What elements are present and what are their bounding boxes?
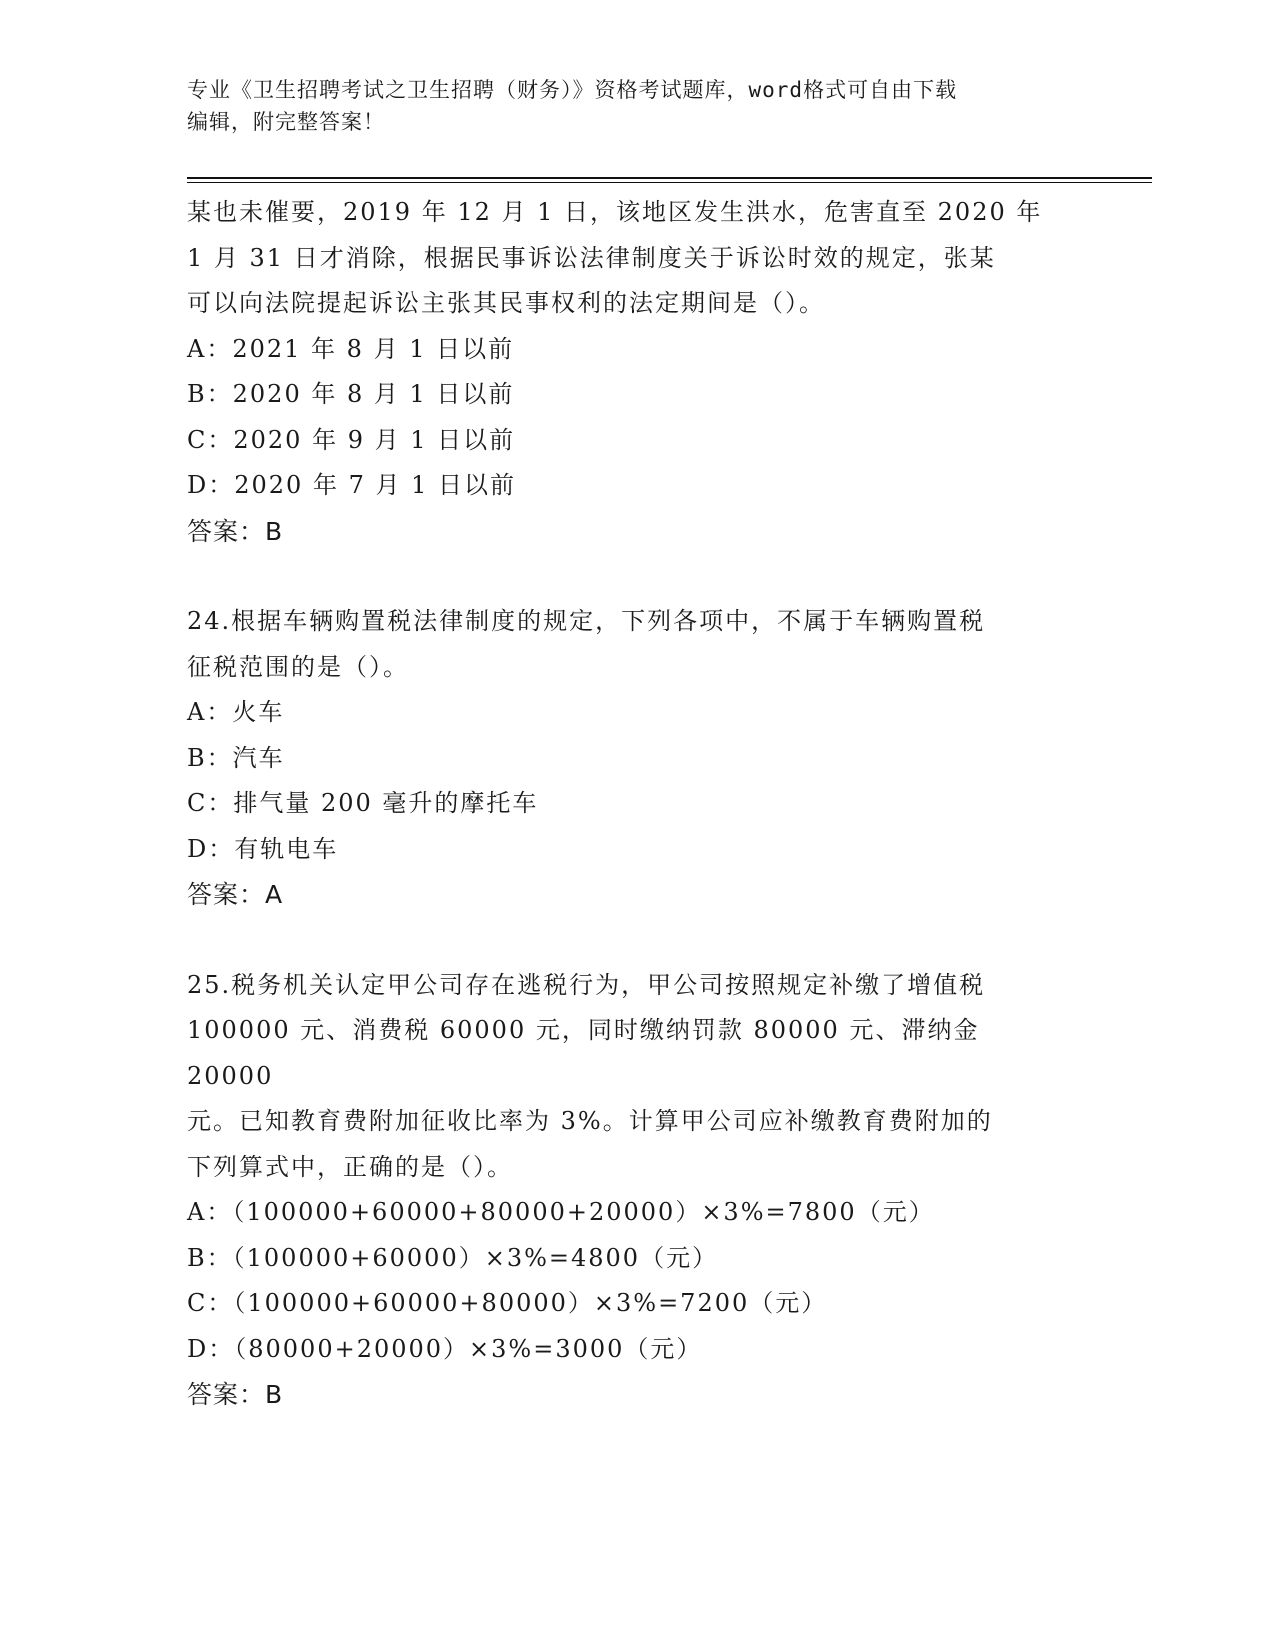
option-a: A：2021 年 8 月 1 日以前 bbox=[187, 334, 515, 363]
option-a: A：（100000+60000+80000+20000）×3%=7800（元） bbox=[187, 1198, 935, 1226]
answer-line: 答案：B bbox=[187, 516, 284, 546]
answer-line: 答案：A bbox=[187, 880, 284, 909]
question-text-line: 征税范围的是（）。 bbox=[187, 652, 409, 681]
question-text-line: 24.根据车辆购置税法律制度的规定，下列各项中，不属于车辆购置税 bbox=[187, 607, 986, 635]
question-text-line: 可以向法院提起诉讼主张其民事权利的法定期间是（）。 bbox=[187, 289, 825, 317]
header-line-2: 编辑，附完整答案！ bbox=[187, 110, 385, 134]
spacer bbox=[187, 554, 1067, 599]
spacer bbox=[187, 918, 1067, 963]
option-c: C：2020 年 9 月 1 日以前 bbox=[187, 425, 516, 454]
option-d: D：有轨电车 bbox=[187, 834, 339, 863]
option-c: C：（100000+60000+80000）×3%=7200（元） bbox=[187, 1289, 828, 1317]
answer-line: 答案：B bbox=[187, 1380, 284, 1409]
question-25 bbox=[187, 963, 1067, 1418]
option-a: A：火车 bbox=[187, 698, 285, 726]
option-b: B：（100000+60000）×3%=4800（元） bbox=[187, 1243, 719, 1272]
document-body bbox=[187, 190, 1067, 1418]
document-header bbox=[187, 74, 1067, 138]
question-24 bbox=[187, 599, 1067, 918]
option-d: D：（80000+20000）×3%=3000（元） bbox=[187, 1334, 703, 1363]
option-c: C：排气量 200 毫升的摩托车 bbox=[187, 789, 539, 817]
question-text-line: 下列算式中，正确的是（）。 bbox=[187, 1152, 513, 1181]
header-divider-thin bbox=[187, 182, 1152, 183]
question-text-line: 25.税务机关认定甲公司存在逃税行为，甲公司按照规定补缴了增值税 bbox=[187, 970, 986, 999]
option-d: D：2020 年 7 月 1 日以前 bbox=[187, 471, 517, 499]
question-text-line: 元。已知教育费附加征收比率为 3%。计算甲公司应补缴教育费附加的 bbox=[187, 1107, 993, 1135]
header-line-1: 专业《卫生招聘考试之卫生招聘（财务）》资格考试题库，word格式可自由下载 bbox=[187, 78, 958, 102]
question-text-line: 某也未催要，2019 年 12 月 1 日，该地区发生洪水，危害直至 2020 年 bbox=[187, 198, 1043, 226]
question-text-line: 100000 元、消费税 60000 元，同时缴纳罚款 80000 元、滞纳金 20000 bbox=[187, 1016, 980, 1090]
option-b: B：汽车 bbox=[187, 743, 285, 772]
header-divider-thick bbox=[187, 177, 1152, 179]
question-text-line: 1 月 31 日才消除，根据民事诉讼法律制度关于诉讼时效的规定，张某 bbox=[187, 243, 996, 272]
question-23 bbox=[187, 190, 1067, 554]
option-b: B：2020 年 8 月 1 日以前 bbox=[187, 380, 515, 408]
